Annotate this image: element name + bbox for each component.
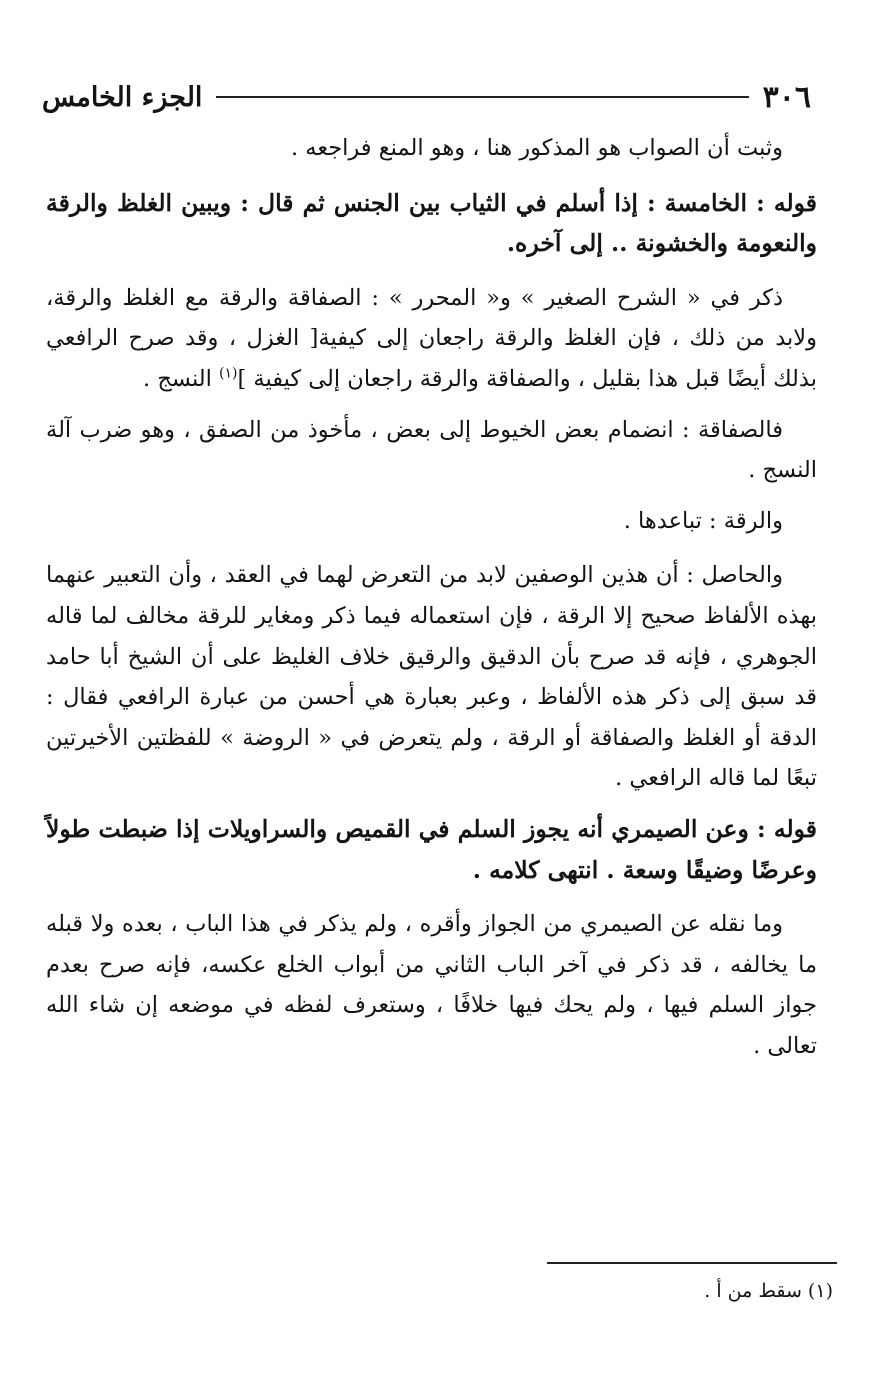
main-text [46,128,817,1066]
paragraph-5: والحاصل : أن هذين الوصفين لابد من التعرض لهما في العقد ، وأن التعبير عنهما بهذه الألفاظ صحيح إلا الرقة ، فإن استعماله فيما ذكر ومغاير للرقة مخالف لما قاله الجوهري ، فإنه قد صرح بأن الدقيق والرقيق خلاف الغليظ على أن الشيخ أبا حامد قد سبق إلى ذكر هذه الألفاظ ، وعبر بعبارة هي أحسن من عبارة الرافعي فقال : الدقة أو الغلظ والصفاقة أو الرقة ، ولم يتعرض في « الروضة » للفظتين الأخيرتين تبعًا لما قاله الرافعي . [46,562,817,792]
header-rule [216,96,748,98]
page-header [42,72,811,122]
page-number: ٣٠٦ [762,79,811,115]
paragraph-3: فالصفاقة : انضمام بعض الخيوط إلى بعض ، مأخوذ من الصفق ، وهو ضرب آلة النسج . [46,416,817,484]
footnote: (١) سقط من أ . [704,1280,833,1302]
paragraph-2-tail: النسج . [143,365,219,392]
paragraph-4: والرقة : تباعدها . [623,507,783,534]
paragraph-6: وما نقله عن الصيمري من الجواز وأقره ، ولم يذكر في هذا الباب ، بعده ولا قبله ما يخالفه ، قد ذكر في آخر الباب الثاني من أبواب الخلع عكسه، فإنه صرح بعدم جواز السلم فيها ، ولم يحك فيها خلافًا ، وستعرف لفظه في موضعه إن شاء الله تعالى . [46,911,817,1059]
footnote-reference[interactable]: (١) [219,365,238,382]
running-title: الجزء الخامس [42,81,203,113]
footnote-rule [547,1262,837,1264]
paragraph-1: وثبت أن الصواب هو المذكور هنا ، وهو المنع فراجعه . [290,135,783,161]
paragraph-2 [46,278,817,400]
heading-2: قوله : وعن الصيمري أنه يجوز السلم في القميص والسراويلات إذا ضبطت طولاً وعرضًا وضيقًا وسعة . انتهى كلامه . [46,814,817,884]
paragraph-2-text: ذكر في « الشرح الصغير » و« المحرر » : الصفاقة والرقة مع الغلظ والرقة، ولابد من ذلك ، فإن الغلظ والرقة راجعان إلى كيفية[ الغزل ، وقد صرح الرافعي بذلك أيضًا قبل هذا بقليل ، والصفاقة والرقة راجعان إلى كيفية ] [46,284,817,392]
heading-1: قوله : الخامسة : إذا أسلم في الثياب بين الجنس ثم قال : ويبين الغلظ والرقة والنعومة والخشونة .. إلى آخره. [46,188,817,258]
